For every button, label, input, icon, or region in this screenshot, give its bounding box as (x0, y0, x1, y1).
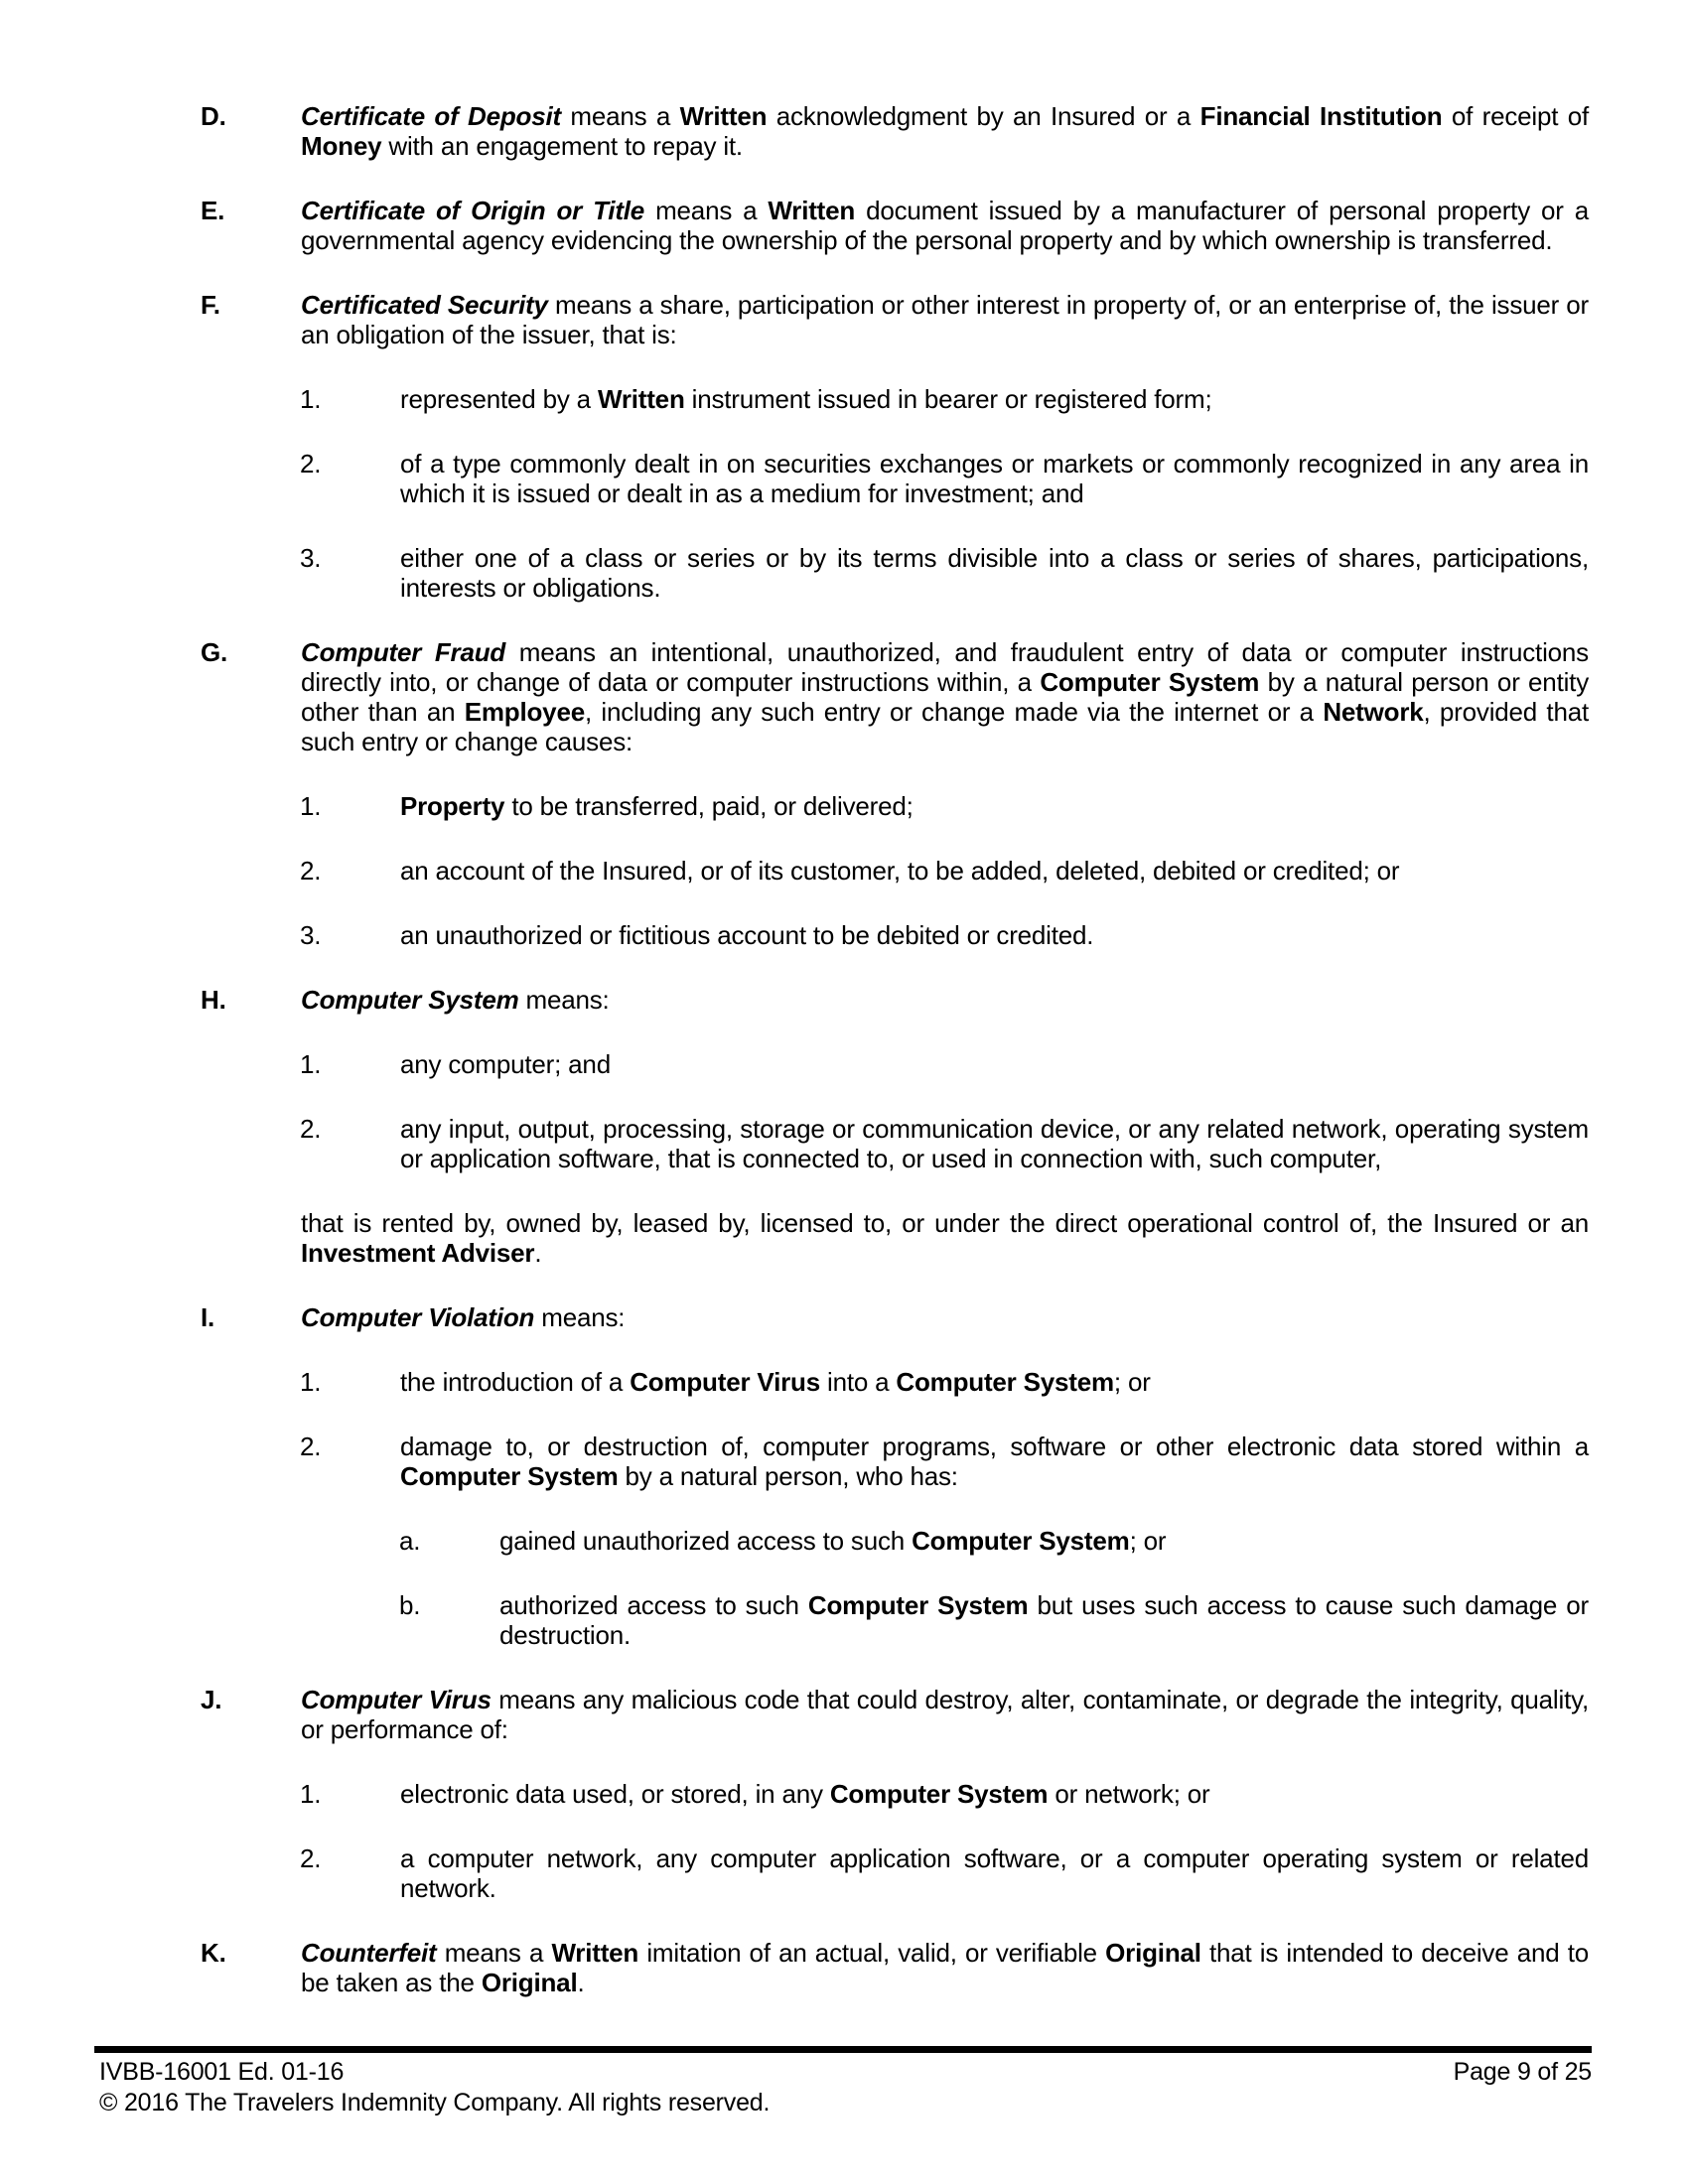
definition-item (399, 1526, 1589, 1556)
definition-text: Certificate of Origin or Title means a Written document issued by a manufacturer of personal property or a governmental agency evidencing the ownership of the personal property and by which ownership is transferred. (301, 196, 1589, 255)
definition-text: damage to, or destruction of, computer programs, software or other electronic data stored within a Computer System by a natural person, who has: (400, 1432, 1589, 1491)
definition-item (300, 920, 1589, 950)
definition-text: of a type commonly dealt in on securities exchanges or markets or commonly recognized in any area in which it is issued or dealt in as a medium for investment; and (400, 449, 1589, 508)
definition-text: electronic data used, or stored, in any Computer System or network; or (400, 1779, 1210, 1809)
definition-label: 3. (300, 543, 322, 573)
definition-text: an account of the Insured, or of its customer, to be added, deleted, debited or credited; or (400, 856, 1400, 886)
definition-text: any computer; and (400, 1049, 611, 1079)
definition-label (201, 1208, 301, 1268)
definition-label: 1. (300, 1779, 322, 1809)
definition-text: that is rented by, owned by, leased by, licensed to, or under the direct operational control of, the Insured or an Investment Adviser. (301, 1208, 1589, 1268)
definition-item (201, 637, 1589, 756)
definition-item (201, 985, 1589, 1015)
definition-label: F. (201, 290, 220, 320)
page-number: Page 9 of 25 (1453, 2058, 1592, 2086)
definition-item (300, 856, 1589, 886)
definition-label: 2. (300, 449, 322, 478)
definition-item (201, 1208, 1589, 1268)
definition-text: either one of a class or series or by its terms divisible into a class or series of shares, participations, interests or obligations. (400, 543, 1589, 603)
definition-item (201, 101, 1589, 161)
definition-item (300, 1114, 1589, 1173)
definition-label: J. (201, 1685, 222, 1714)
definition-label: G. (201, 637, 228, 667)
definition-item (300, 1049, 1589, 1079)
definition-label: 1. (300, 1049, 322, 1079)
definition-label: 1. (300, 1367, 322, 1397)
definition-item (399, 1590, 1589, 1650)
definition-item (300, 1843, 1589, 1903)
definition-item (300, 1367, 1589, 1397)
definition-label: 1. (300, 791, 322, 821)
definition-text: Property to be transferred, paid, or delivered; (400, 791, 914, 821)
definition-text: Computer Fraud means an intentional, unauthorized, and fraudulent entry of data or computer instructions directly into, or change of data or computer instructions within, a Computer System by a natural person or entity other than an Employee, including any such entry or change made via the internet or a Network, provided that such entry or change causes: (301, 637, 1589, 756)
footer-meta-row (94, 2053, 1592, 2088)
definition-label: H. (201, 985, 226, 1015)
definition-item (300, 384, 1589, 414)
definition-label: a. (399, 1526, 421, 1556)
definition-text: the introduction of a Computer Virus into a Computer System; or (400, 1367, 1151, 1397)
definition-text: Counterfeit means a Written imitation of an actual, valid, or verifiable Original that is intended to deceive and to be taken as the Original. (301, 1938, 1589, 1997)
definition-item (300, 1432, 1589, 1491)
definition-text: an unauthorized or fictitious account to be debited or credited. (400, 920, 1094, 950)
definition-item (201, 1302, 1589, 1332)
definition-text: Computer Virus means any malicious code that could destroy, alter, contaminate, or degrade the integrity, quality, or performance of: (301, 1685, 1589, 1744)
definition-label: b. (399, 1590, 421, 1620)
definition-text: a computer network, any computer application software, or a computer operating system or related network. (400, 1843, 1589, 1903)
definition-item (300, 543, 1589, 603)
definition-text: represented by a Written instrument issued in bearer or registered form; (400, 384, 1212, 414)
definition-item (201, 290, 1589, 349)
definition-item (201, 1938, 1589, 1997)
definition-item (300, 449, 1589, 508)
footer-divider (94, 2046, 1592, 2053)
definition-label: D. (201, 101, 226, 131)
definition-label: 2. (300, 856, 322, 886)
copyright-notice: © 2016 The Travelers Indemnity Company. All rights reserved. (99, 2089, 771, 2116)
definition-label: I. (201, 1302, 215, 1332)
page-footer (94, 2046, 1592, 2118)
definition-label: 1. (300, 384, 322, 414)
definition-label: 2. (300, 1114, 322, 1144)
definition-text: any input, output, processing, storage or communication device, or any related network, operating system or application software, that is connected to, or used in connection with, such computer, (400, 1114, 1589, 1173)
definition-item (201, 196, 1589, 255)
definition-text: Computer Violation means: (301, 1302, 626, 1332)
definition-text: gained unauthorized access to such Computer System; or (499, 1526, 1167, 1556)
definition-item (201, 1685, 1589, 1744)
definition-item (300, 1779, 1589, 1809)
definition-text: Computer System means: (301, 985, 610, 1015)
definition-text: Certificated Security means a share, participation or other interest in property of, or an enterprise of, the issuer or an obligation of the issuer, that is: (301, 290, 1589, 349)
definition-label: K. (201, 1938, 226, 1968)
definition-item (300, 791, 1589, 821)
definition-label: 3. (300, 920, 322, 950)
definition-text: authorized access to such Computer System but uses such access to cause such damage or destruction. (499, 1590, 1589, 1650)
definition-label: 2. (300, 1432, 322, 1461)
definition-label: E. (201, 196, 225, 225)
definition-label: 2. (300, 1843, 322, 1873)
definition-text: Certificate of Deposit means a Written acknowledgment by an Insured or a Financial Institution of receipt of Money with an engagement to repay it. (301, 101, 1589, 161)
definitions-list (99, 101, 1589, 2032)
form-number: IVBB-16001 Ed. 01-16 (99, 2058, 345, 2086)
